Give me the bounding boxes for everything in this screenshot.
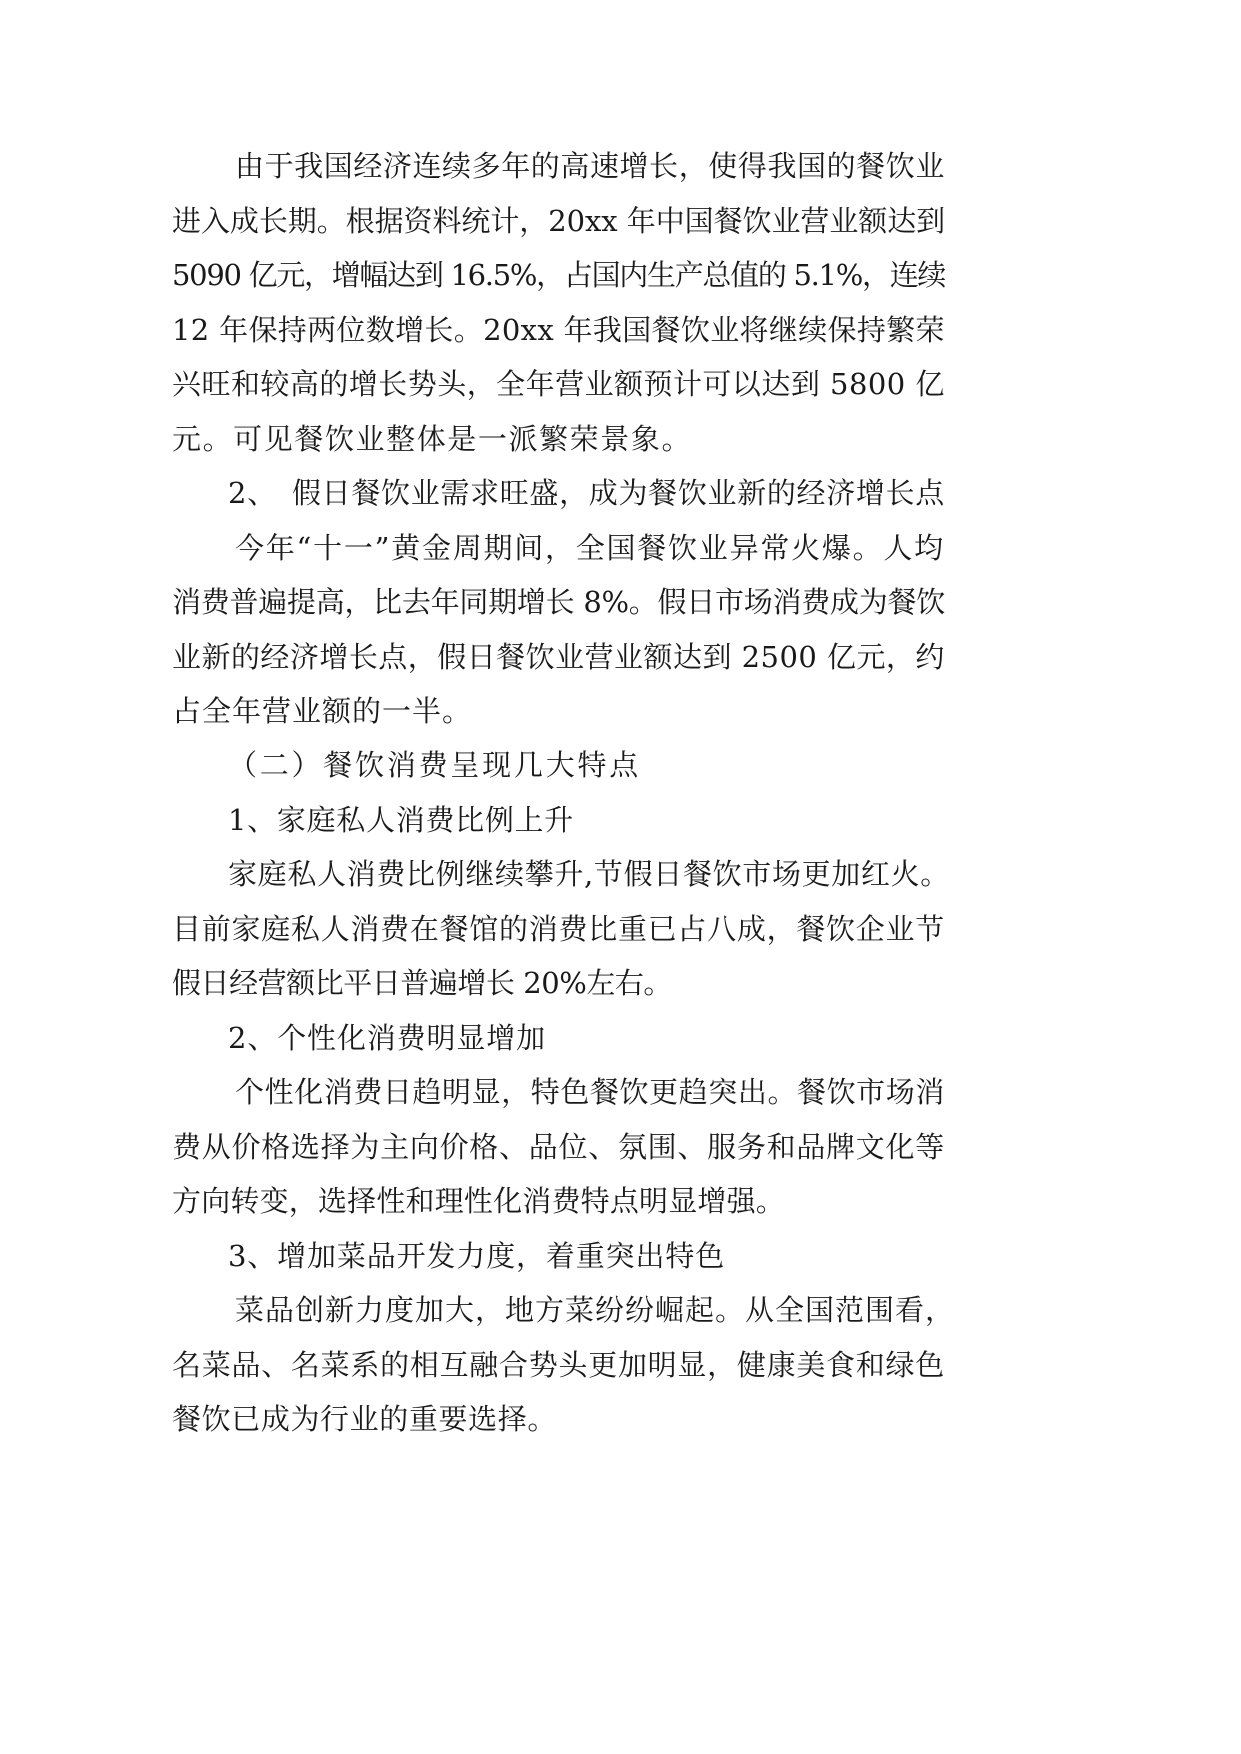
text-line-9: 消费普遍提高，比去年同期增长 8%。假日市场消费成为餐饮 <box>172 585 945 619</box>
text-line-23: 名菜品、名菜系的相互融合势头更加明显，健康美食和绿色 <box>172 1348 945 1382</box>
text-line-3: 5090 亿元，增幅达到 16.5%，占国内生产总值的 5.1%，连续 <box>172 258 946 292</box>
text-line-20: 方向转变，选择性和理性化消费特点明显增强。 <box>172 1184 785 1218</box>
text-line-11: 占全年营业额的一半。 <box>172 694 473 728</box>
text-line-10: 业新的经济增长点，假日餐饮业营业额达到 2500 亿元，约 <box>172 640 945 674</box>
text-line-18: 个性化消费日趋明显，特色餐饮更趋突出。餐饮市场消 <box>235 1075 945 1109</box>
text-line-4: 12 年保持两位数增长。20xx 年我国餐饮业将继续保持繁荣 <box>172 313 945 347</box>
text-line-14: 家庭私人消费比例继续攀升,节假日餐饮市场更加红火。 <box>228 857 950 891</box>
text-line-17: 2、个性化消费明显增加 <box>228 1021 547 1055</box>
text-line-16: 假日经营额比平日普遍增长 20%左右。 <box>172 966 672 1000</box>
text-line-15: 目前家庭私人消费在餐馆的消费比重已占八成，餐饮企业节 <box>172 912 945 946</box>
text-line-24: 餐饮已成为行业的重要选择。 <box>172 1402 557 1436</box>
text-line-2: 进入成长期。根据资料统计，20xx 年中国餐饮业营业额达到 <box>172 204 946 238</box>
text-line-19: 费从价格选择为主向价格、品位、氛围、服务和品牌文化等 <box>172 1130 945 1164</box>
text-line-22: 菜品创新力度加大，地方菜纷纷崛起。从全国范围看， <box>235 1293 956 1327</box>
text-line-12: （二）餐饮消费呈现几大特点 <box>228 748 642 782</box>
text-line-13: 1、家庭私人消费比例上升 <box>228 803 574 837</box>
text-line-1: 由于我国经济连续多年的高速增长，使得我国的餐饮业 <box>235 149 945 183</box>
text-line-5: 兴旺和较高的增长势头，全年营业额预计可以达到 5800 亿 <box>172 367 945 401</box>
text-line-21: 3、增加菜品开发力度，着重突出特色 <box>228 1239 726 1273</box>
text-line-7: 2、 假日餐饮业需求旺盛，成为餐饮业新的经济增长点 <box>228 476 945 510</box>
text-line-6: 元。可见餐饮业整体是一派繁荣景象。 <box>172 422 693 456</box>
text-line-8: 今年“十一”黄金周期间，全国餐饮业异常火爆。人均 <box>235 531 945 565</box>
